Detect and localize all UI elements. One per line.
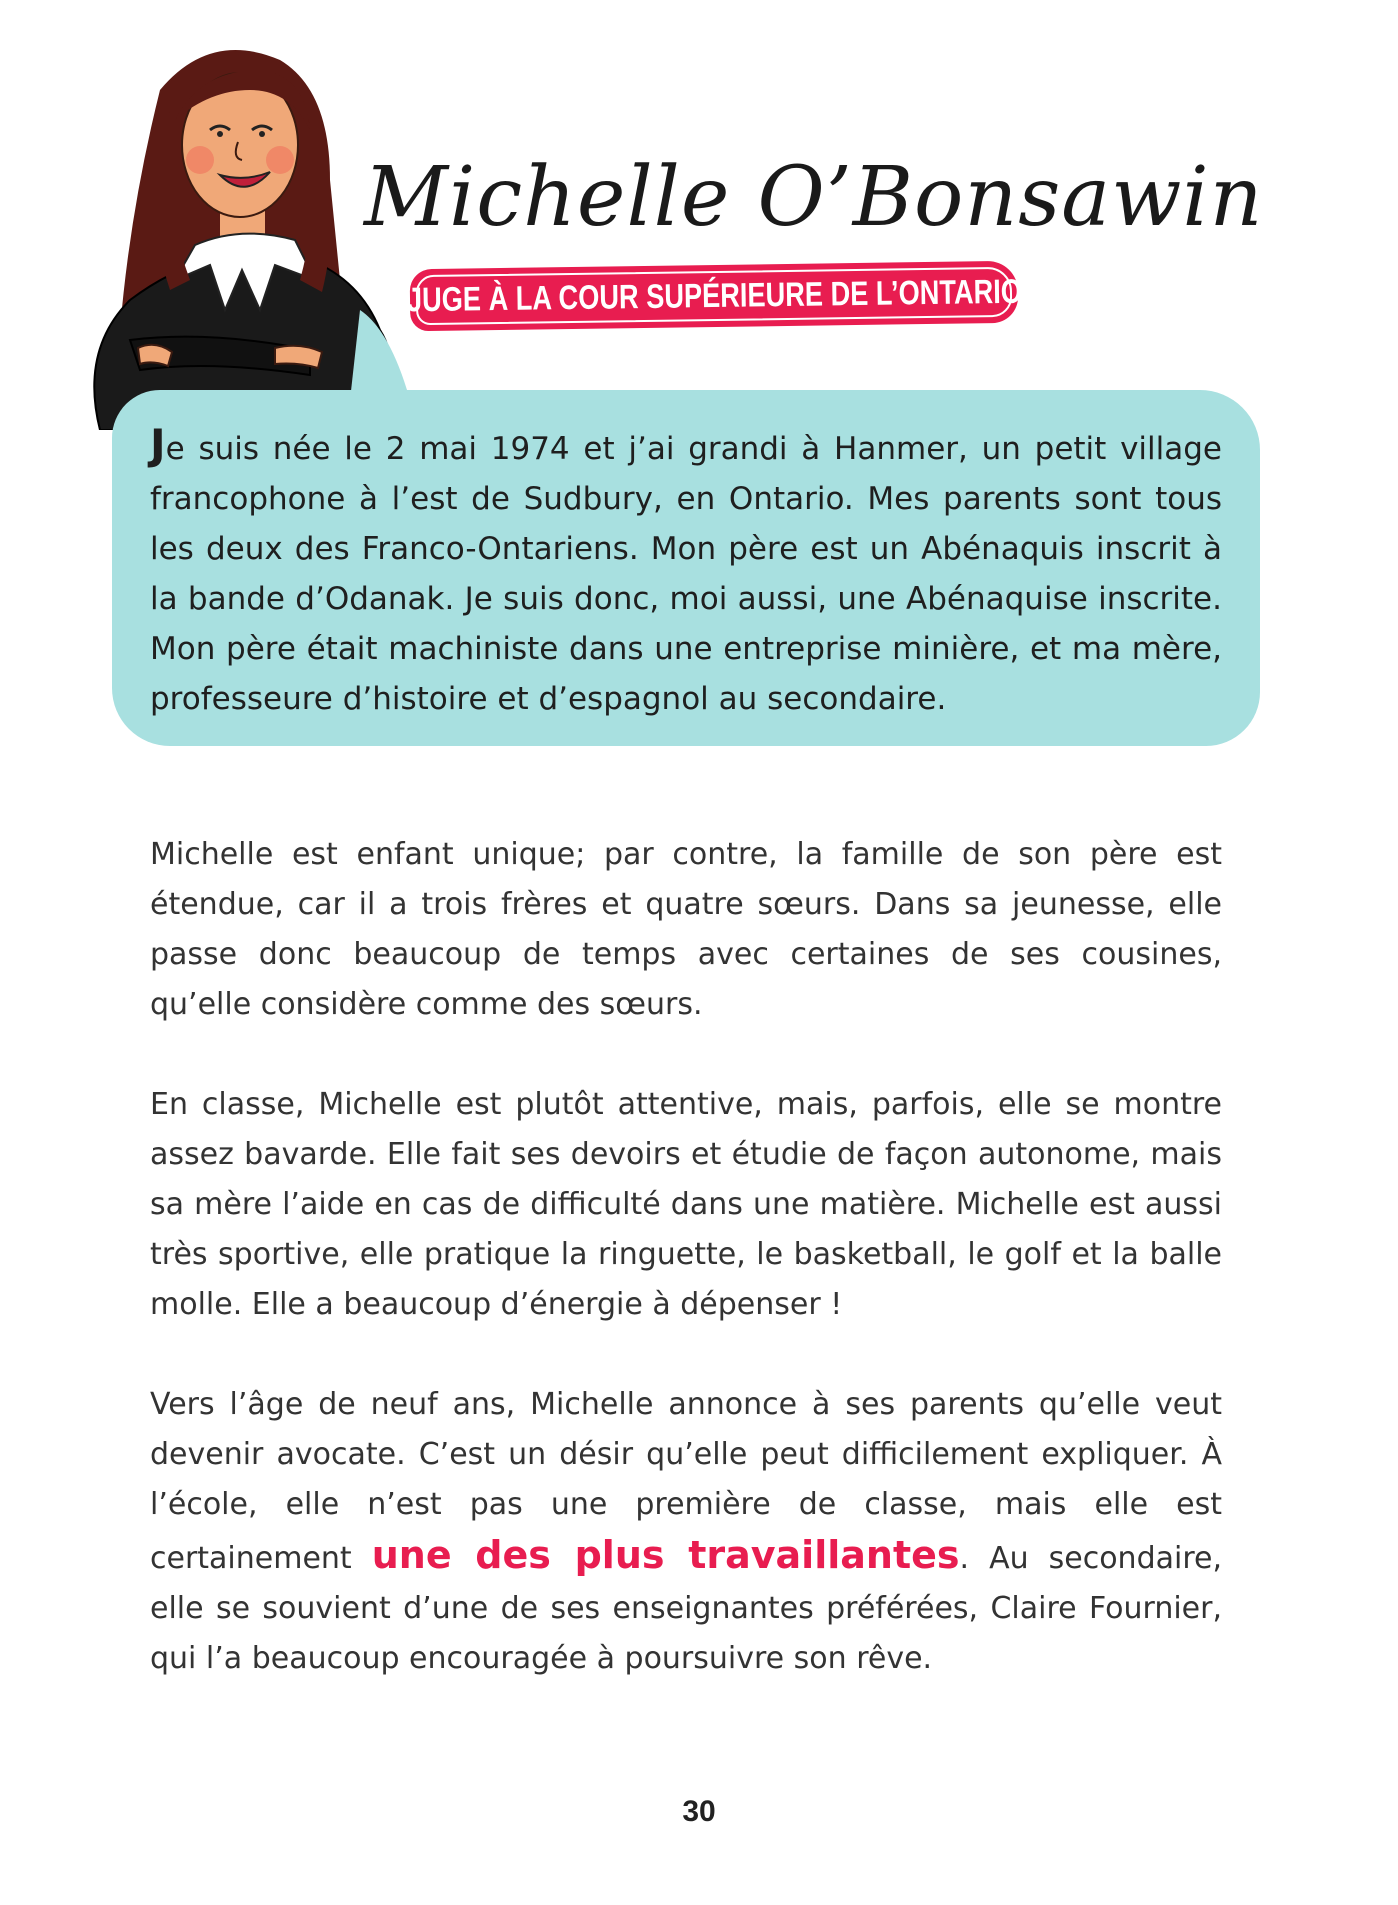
highlight-text: une des plus travaillantes bbox=[371, 1533, 960, 1577]
role-ribbon bbox=[406, 261, 1022, 331]
paragraph-career-end: . Au secondaire, elle se souvient d’une de ses enseignantes préférées, Claire Fournier, qui l’a beaucoup encouragée à poursuivre son rêve. bbox=[150, 1541, 1223, 1676]
intro-quote: Je suis née le 2 mai 1974 et j’ai grandi à Hanmer, un petit village francophone à l’est de Sudbury, en Ontario. Mes parents sont tous les deux des Franco-Ontariens. Mon père est un Abénaquis inscrit à la bande d’Odanak. Je suis donc, moi aussi, une Abénaquise inscrite. Mon père était machiniste dans une entreprise minière, et ma mère, professeure d’histoire et d’espagnol au secondaire. bbox=[150, 420, 1222, 717]
bubble-tail bbox=[350, 310, 410, 400]
person-name: Michelle O’Bonsawin bbox=[364, 150, 1264, 245]
role-title: JUGE À LA COUR SUPÉRIEURE DE L’ONTARIO bbox=[406, 272, 1022, 319]
paragraph-career-start: Vers l’âge de neuf ans, Michelle annonce à ses parents qu’elle veut devenir avocate. C’est un désir qu’elle peut difficilement expliquer. À l’école, elle n’est pas une première de classe, mais elle est certainement bbox=[150, 1387, 1222, 1576]
paragraph-family: Michelle est enfant unique; par contre, la famille de son père est étendue, car il a trois frères et quatre sœurs. Dans sa jeunesse, elle passe donc beaucoup de temps avec certaines de ses cousines, qu’elle considère comme des sœurs. bbox=[150, 837, 1222, 1022]
page-number: 30 bbox=[682, 1795, 716, 1828]
paragraph-school: En classe, Michelle est plutôt attentive, mais, parfois, elle se montre assez bavarde. Elle fait ses devoirs et étudie de façon autonome, mais sa mère l’aide en cas de difficulté dans une matière. Michelle est aussi très sportive, elle pratique la ringuette, le basketball, le golf et la balle molle. Elle a beaucoup d’énergie à dépenser ! bbox=[150, 1087, 1222, 1322]
paragraph-career bbox=[150, 1380, 1222, 1684]
